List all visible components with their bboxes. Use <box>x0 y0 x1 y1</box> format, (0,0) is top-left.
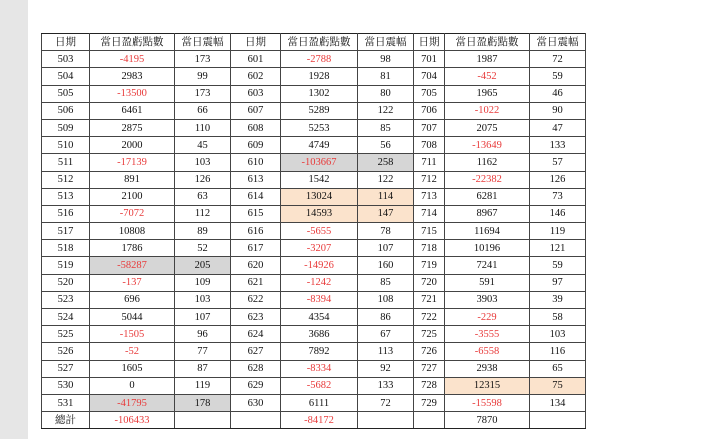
table-row <box>42 360 586 377</box>
table-row <box>42 274 586 291</box>
amplitude-cell: 39 <box>530 291 586 308</box>
points-cell: 1928 <box>281 68 358 85</box>
table-row <box>42 291 586 308</box>
amplitude-cell: 72 <box>358 394 414 411</box>
points-cell: -15598 <box>445 394 530 411</box>
date-cell: 701 <box>414 51 445 68</box>
points-cell: 6461 <box>90 102 175 119</box>
date-cell: 714 <box>414 205 445 222</box>
table-row <box>42 205 586 222</box>
header-date: 日期 <box>42 34 90 51</box>
table-row <box>42 51 586 68</box>
date-cell: 622 <box>231 291 281 308</box>
points-cell: -4195 <box>90 51 175 68</box>
date-cell: 510 <box>42 137 90 154</box>
amplitude-cell: 81 <box>358 68 414 85</box>
points-cell: -5655 <box>281 223 358 240</box>
amplitude-cell: 63 <box>175 188 231 205</box>
total-empty <box>358 412 414 429</box>
amplitude-cell: 72 <box>530 51 586 68</box>
points-cell: 10808 <box>90 223 175 240</box>
date-cell: 525 <box>42 326 90 343</box>
amplitude-cell: 133 <box>358 377 414 394</box>
header-date: 日期 <box>414 34 445 51</box>
amplitude-cell: 126 <box>530 171 586 188</box>
amplitude-cell: 96 <box>175 326 231 343</box>
amplitude-cell: 46 <box>530 85 586 102</box>
table-row <box>42 223 586 240</box>
date-cell: 624 <box>231 326 281 343</box>
points-cell: 2875 <box>90 119 175 136</box>
date-cell: 506 <box>42 102 90 119</box>
header-points: 當日盈虧點數 <box>281 34 358 51</box>
header-amplitude: 當日震幅 <box>175 34 231 51</box>
date-cell: 725 <box>414 326 445 343</box>
amplitude-cell: 103 <box>175 154 231 171</box>
date-cell: 629 <box>231 377 281 394</box>
date-cell: 728 <box>414 377 445 394</box>
amplitude-cell: 58 <box>530 309 586 326</box>
amplitude-cell: 87 <box>175 360 231 377</box>
points-cell: 13024 <box>281 188 358 205</box>
table-row <box>42 326 586 343</box>
points-cell: 2075 <box>445 119 530 136</box>
date-cell: 630 <box>231 394 281 411</box>
header-date: 日期 <box>231 34 281 51</box>
points-cell: 4354 <box>281 309 358 326</box>
date-cell: 505 <box>42 85 90 102</box>
amplitude-cell: 146 <box>530 205 586 222</box>
points-cell: 2000 <box>90 137 175 154</box>
amplitude-cell: 122 <box>358 102 414 119</box>
amplitude-cell: 98 <box>358 51 414 68</box>
amplitude-cell: 56 <box>358 137 414 154</box>
total-row <box>42 412 586 429</box>
amplitude-cell: 99 <box>175 68 231 85</box>
total-empty <box>231 412 281 429</box>
date-cell: 602 <box>231 68 281 85</box>
total-empty <box>175 412 231 429</box>
points-cell: 891 <box>90 171 175 188</box>
amplitude-cell: 73 <box>530 188 586 205</box>
points-cell: 6111 <box>281 394 358 411</box>
points-cell: 2938 <box>445 360 530 377</box>
table-row <box>42 85 586 102</box>
points-cell: 1302 <box>281 85 358 102</box>
table-row <box>42 343 586 360</box>
amplitude-cell: 147 <box>358 205 414 222</box>
points-cell: -13649 <box>445 137 530 154</box>
points-cell: -7072 <box>90 205 175 222</box>
amplitude-cell: 122 <box>358 171 414 188</box>
amplitude-cell: 119 <box>175 377 231 394</box>
date-cell: 526 <box>42 343 90 360</box>
points-cell: 591 <box>445 274 530 291</box>
amplitude-cell: 78 <box>358 223 414 240</box>
date-cell: 617 <box>231 240 281 257</box>
amplitude-cell: 65 <box>530 360 586 377</box>
table-row <box>42 171 586 188</box>
points-cell: 2100 <box>90 188 175 205</box>
table-row <box>42 137 586 154</box>
points-cell: -22382 <box>445 171 530 188</box>
amplitude-cell: 47 <box>530 119 586 136</box>
points-cell: -137 <box>90 274 175 291</box>
header-amplitude: 當日震幅 <box>358 34 414 51</box>
table-row <box>42 240 586 257</box>
points-cell: -13500 <box>90 85 175 102</box>
points-cell: -1242 <box>281 274 358 291</box>
amplitude-cell: 85 <box>358 119 414 136</box>
date-cell: 615 <box>231 205 281 222</box>
date-cell: 718 <box>414 240 445 257</box>
amplitude-cell: 173 <box>175 85 231 102</box>
points-cell: -3555 <box>445 326 530 343</box>
amplitude-cell: 133 <box>530 137 586 154</box>
points-cell: 696 <box>90 291 175 308</box>
date-cell: 711 <box>414 154 445 171</box>
points-cell: 5044 <box>90 309 175 326</box>
date-cell: 523 <box>42 291 90 308</box>
amplitude-cell: 52 <box>175 240 231 257</box>
amplitude-cell: 114 <box>358 188 414 205</box>
amplitude-cell: 178 <box>175 394 231 411</box>
date-cell: 623 <box>231 309 281 326</box>
date-cell: 512 <box>42 171 90 188</box>
points-cell: -58287 <box>90 257 175 274</box>
date-cell: 504 <box>42 68 90 85</box>
date-cell: 519 <box>42 257 90 274</box>
total-empty <box>530 412 586 429</box>
date-cell: 620 <box>231 257 281 274</box>
points-cell: 1987 <box>445 51 530 68</box>
amplitude-cell: 103 <box>530 326 586 343</box>
points-cell: -1505 <box>90 326 175 343</box>
points-cell: -3207 <box>281 240 358 257</box>
date-cell: 720 <box>414 274 445 291</box>
table-row <box>42 102 586 119</box>
amplitude-cell: 134 <box>530 394 586 411</box>
points-cell: -452 <box>445 68 530 85</box>
date-cell: 722 <box>414 309 445 326</box>
points-cell: 5289 <box>281 102 358 119</box>
table-row <box>42 119 586 136</box>
points-cell: 1542 <box>281 171 358 188</box>
points-cell: -6558 <box>445 343 530 360</box>
amplitude-cell: 121 <box>530 240 586 257</box>
points-cell: 4749 <box>281 137 358 154</box>
total-value-july: 7870 <box>445 412 530 429</box>
points-cell: 1786 <box>90 240 175 257</box>
amplitude-cell: 85 <box>358 274 414 291</box>
amplitude-cell: 258 <box>358 154 414 171</box>
date-cell: 727 <box>414 360 445 377</box>
date-cell: 609 <box>231 137 281 154</box>
points-cell: -103667 <box>281 154 358 171</box>
date-cell: 503 <box>42 51 90 68</box>
points-cell: -17139 <box>90 154 175 171</box>
date-cell: 628 <box>231 360 281 377</box>
points-cell: 14593 <box>281 205 358 222</box>
date-cell: 520 <box>42 274 90 291</box>
points-cell: -14926 <box>281 257 358 274</box>
date-cell: 516 <box>42 205 90 222</box>
points-cell: 1965 <box>445 85 530 102</box>
date-cell: 616 <box>231 223 281 240</box>
amplitude-cell: 205 <box>175 257 231 274</box>
left-margin-strip <box>0 0 28 439</box>
header-amplitude: 當日震幅 <box>530 34 586 51</box>
amplitude-cell: 103 <box>175 291 231 308</box>
amplitude-cell: 107 <box>175 309 231 326</box>
date-cell: 713 <box>414 188 445 205</box>
points-cell: 7241 <box>445 257 530 274</box>
date-cell: 531 <box>42 394 90 411</box>
amplitude-cell: 108 <box>358 291 414 308</box>
amplitude-cell: 89 <box>175 223 231 240</box>
total-label: 總計 <box>42 412 90 429</box>
amplitude-cell: 45 <box>175 137 231 154</box>
date-cell: 726 <box>414 343 445 360</box>
points-cell: -8394 <box>281 291 358 308</box>
amplitude-cell: 97 <box>530 274 586 291</box>
date-cell: 715 <box>414 223 445 240</box>
amplitude-cell: 107 <box>358 240 414 257</box>
date-cell: 530 <box>42 377 90 394</box>
amplitude-cell: 75 <box>530 377 586 394</box>
amplitude-cell: 109 <box>175 274 231 291</box>
daily-pnl-table <box>41 33 586 429</box>
amplitude-cell: 113 <box>358 343 414 360</box>
points-cell: 5253 <box>281 119 358 136</box>
amplitude-cell: 66 <box>175 102 231 119</box>
total-empty <box>414 412 445 429</box>
date-cell: 706 <box>414 102 445 119</box>
date-cell: 601 <box>231 51 281 68</box>
points-cell: -2788 <box>281 51 358 68</box>
points-cell: 2983 <box>90 68 175 85</box>
points-cell: 10196 <box>445 240 530 257</box>
total-value-may: -106433 <box>90 412 175 429</box>
date-cell: 603 <box>231 85 281 102</box>
date-cell: 705 <box>414 85 445 102</box>
table-row <box>42 309 586 326</box>
amplitude-cell: 160 <box>358 257 414 274</box>
date-cell: 712 <box>414 171 445 188</box>
date-cell: 707 <box>414 119 445 136</box>
amplitude-cell: 126 <box>175 171 231 188</box>
amplitude-cell: 86 <box>358 309 414 326</box>
date-cell: 509 <box>42 119 90 136</box>
points-cell: 3903 <box>445 291 530 308</box>
points-cell: -229 <box>445 309 530 326</box>
table-row <box>42 188 586 205</box>
pnl-table-container <box>41 33 586 429</box>
date-cell: 704 <box>414 68 445 85</box>
points-cell: 8967 <box>445 205 530 222</box>
header-points: 當日盈虧點數 <box>445 34 530 51</box>
date-cell: 608 <box>231 119 281 136</box>
date-cell: 729 <box>414 394 445 411</box>
points-cell: 1605 <box>90 360 175 377</box>
date-cell: 518 <box>42 240 90 257</box>
points-cell: -5682 <box>281 377 358 394</box>
amplitude-cell: 67 <box>358 326 414 343</box>
date-cell: 708 <box>414 137 445 154</box>
table-row <box>42 68 586 85</box>
points-cell: 1162 <box>445 154 530 171</box>
table-row <box>42 394 586 411</box>
amplitude-cell: 59 <box>530 68 586 85</box>
table-header-row <box>42 34 586 51</box>
amplitude-cell: 57 <box>530 154 586 171</box>
date-cell: 513 <box>42 188 90 205</box>
points-cell: -41795 <box>90 394 175 411</box>
points-cell: -1022 <box>445 102 530 119</box>
date-cell: 719 <box>414 257 445 274</box>
date-cell: 621 <box>231 274 281 291</box>
date-cell: 511 <box>42 154 90 171</box>
table-row <box>42 377 586 394</box>
points-cell: -52 <box>90 343 175 360</box>
date-cell: 721 <box>414 291 445 308</box>
amplitude-cell: 92 <box>358 360 414 377</box>
date-cell: 627 <box>231 343 281 360</box>
amplitude-cell: 77 <box>175 343 231 360</box>
points-cell: -8334 <box>281 360 358 377</box>
points-cell: 6281 <box>445 188 530 205</box>
date-cell: 607 <box>231 102 281 119</box>
points-cell: 0 <box>90 377 175 394</box>
amplitude-cell: 90 <box>530 102 586 119</box>
date-cell: 517 <box>42 223 90 240</box>
points-cell: 12315 <box>445 377 530 394</box>
points-cell: 11694 <box>445 223 530 240</box>
amplitude-cell: 59 <box>530 257 586 274</box>
table-body <box>42 51 586 412</box>
amplitude-cell: 116 <box>530 343 586 360</box>
date-cell: 524 <box>42 309 90 326</box>
date-cell: 614 <box>231 188 281 205</box>
total-value-june: -84172 <box>281 412 358 429</box>
amplitude-cell: 80 <box>358 85 414 102</box>
amplitude-cell: 112 <box>175 205 231 222</box>
table-row <box>42 154 586 171</box>
amplitude-cell: 173 <box>175 51 231 68</box>
header-points: 當日盈虧點數 <box>90 34 175 51</box>
date-cell: 610 <box>231 154 281 171</box>
date-cell: 527 <box>42 360 90 377</box>
points-cell: 3686 <box>281 326 358 343</box>
date-cell: 613 <box>231 171 281 188</box>
amplitude-cell: 119 <box>530 223 586 240</box>
amplitude-cell: 110 <box>175 119 231 136</box>
points-cell: 7892 <box>281 343 358 360</box>
table-row <box>42 257 586 274</box>
